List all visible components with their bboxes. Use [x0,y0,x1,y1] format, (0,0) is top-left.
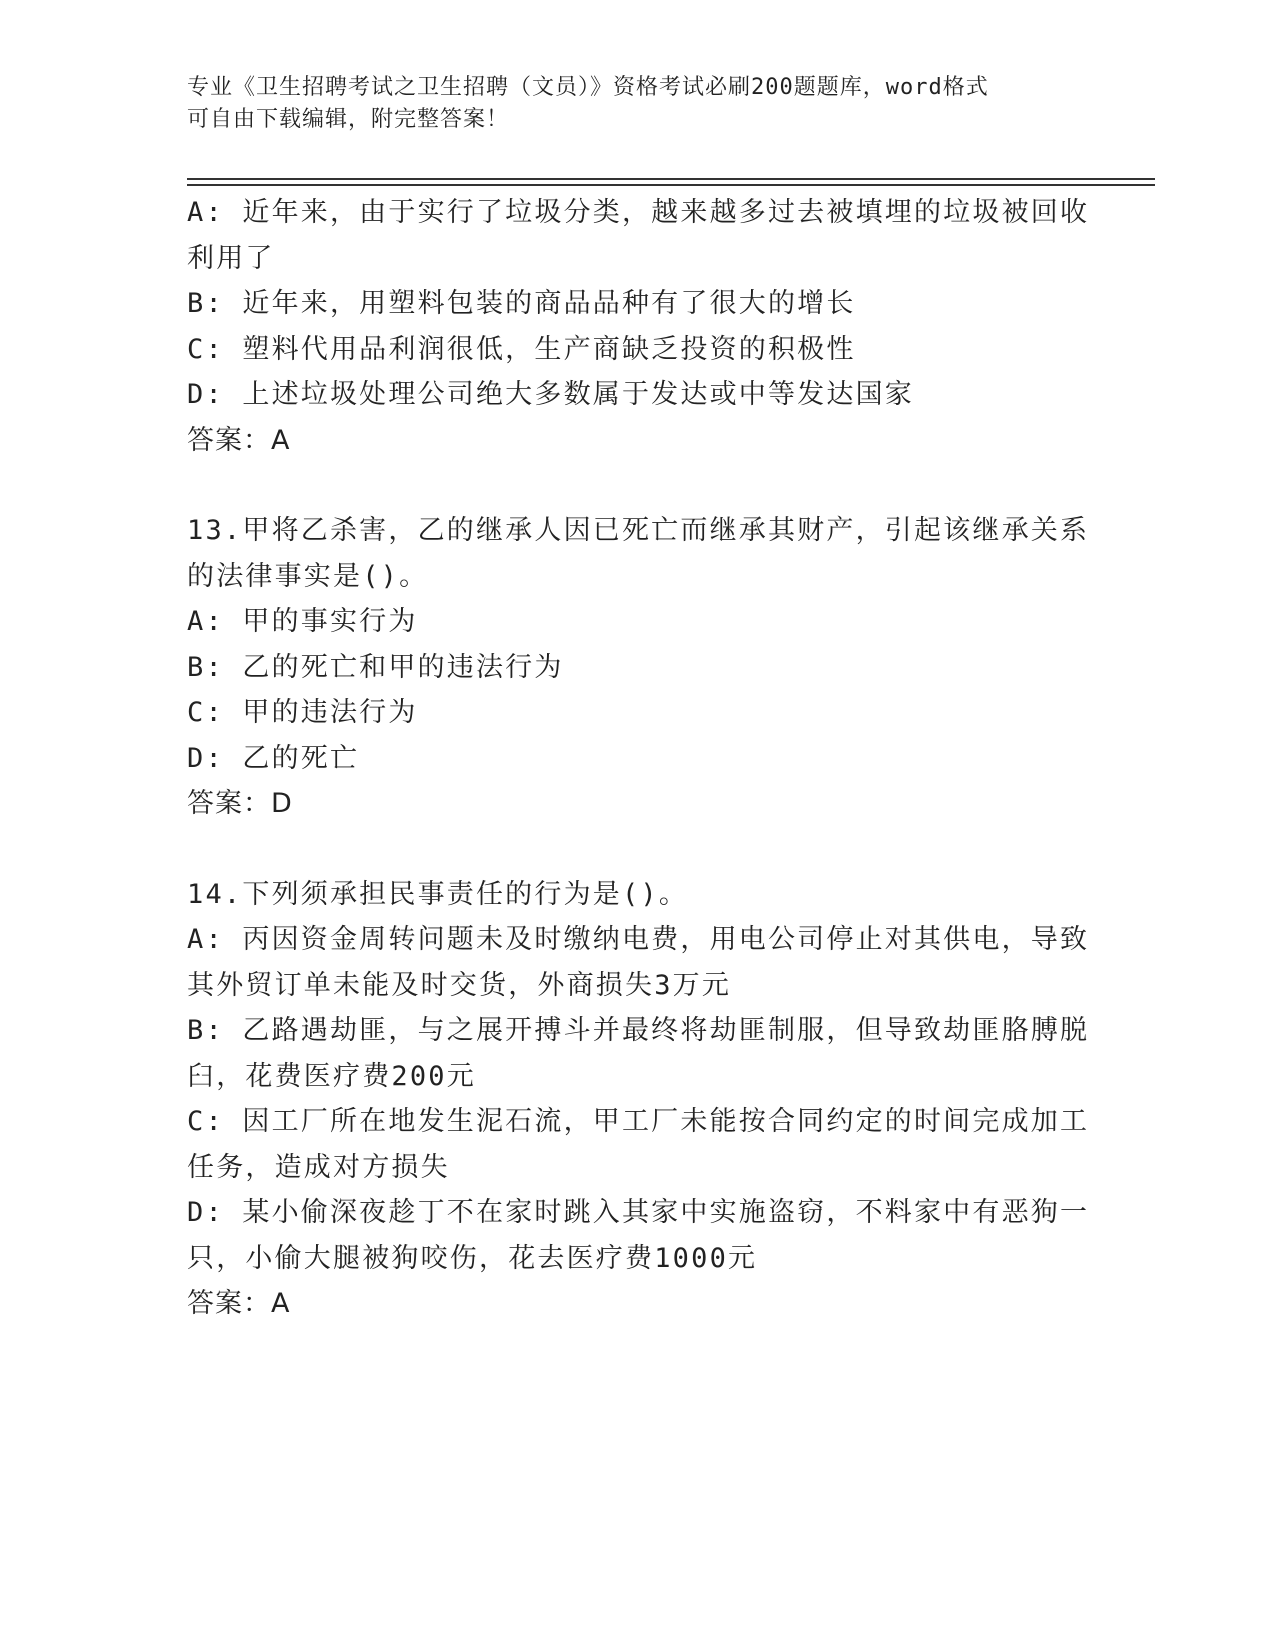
q12-option-a-line-1: A: 近年来，由于实行了垃圾分类，越来越多过去被填埋的垃圾被回收 [187,197,1090,228]
question-content [187,190,1090,1327]
q14-answer: 答案：A [187,1288,291,1319]
question-14 [187,872,1090,1327]
header-line-1: 专业《卫生招聘考试之卫生招聘（文员）》资格考试必刷200题题库，word格式 [187,75,989,100]
question-13 [187,508,1090,827]
q12-option-b: B: 近年来，用塑料包装的商品品种有了很大的增长 [187,288,856,319]
q12-option-c: C: 塑料代用品利润很低，生产商缺乏投资的积极性 [187,333,856,365]
document-header [187,72,1087,136]
q13-option-c: C: 甲的违法行为 [187,697,418,728]
question-spacer [187,463,1087,508]
question-12-options [187,190,1090,463]
q12-option-a-line-2: 利用了 [187,242,275,274]
header-line-2: 可自由下载编辑，附完整答案！ [187,107,510,132]
question-spacer [187,827,1087,872]
q14-option-c-line-1: C: 因工厂所在地发生泥石流，甲工厂未能按合同约定的时间完成加工 [187,1106,1090,1137]
header-divider-top [187,178,1155,180]
q14-stem: 14.下列须承担民事责任的行为是()。 [187,878,689,910]
q13-stem-line-2: 的法律事实是()。 [187,560,429,592]
q12-answer: 答案：A [187,424,291,456]
q12-option-d: D: 上述垃圾处理公司绝大多数属于发达或中等发达国家 [187,379,914,410]
q14-option-d-line-1: D: 某小偷深夜趁丁不在家时跳入其家中实施盗窃，不料家中有恶狗一 [187,1197,1090,1228]
q13-stem-line-1: 13.甲将乙杀害，乙的继承人因已死亡而继承其财产，引起该继承关系 [187,515,1090,546]
q14-option-a-line-1: A: 丙因资金周转问题未及时缴纳电费，用电公司停止对其供电，导致 [187,924,1090,955]
header-divider-bottom [187,184,1155,186]
q14-option-d-line-2: 只，小偷大腿被狗咬伤，花去医疗费1000元 [187,1242,758,1274]
q13-option-d: D: 乙的死亡 [187,742,360,774]
q14-option-c-line-2: 任务，造成对方损失 [187,1151,450,1183]
q13-option-b: B: 乙的死亡和甲的违法行为 [187,651,564,683]
q13-option-a: A: 甲的事实行为 [187,606,418,637]
q14-option-b-line-2: 臼，花费医疗费200元 [187,1060,476,1092]
q13-answer: 答案：D [187,788,293,819]
q14-option-b-line-1: B: 乙路遇劫匪，与之展开搏斗并最终将劫匪制服，但导致劫匪胳膊脱 [187,1015,1090,1046]
q14-option-a-line-2: 其外贸订单未能及时交货，外商损失3万元 [187,969,732,1001]
